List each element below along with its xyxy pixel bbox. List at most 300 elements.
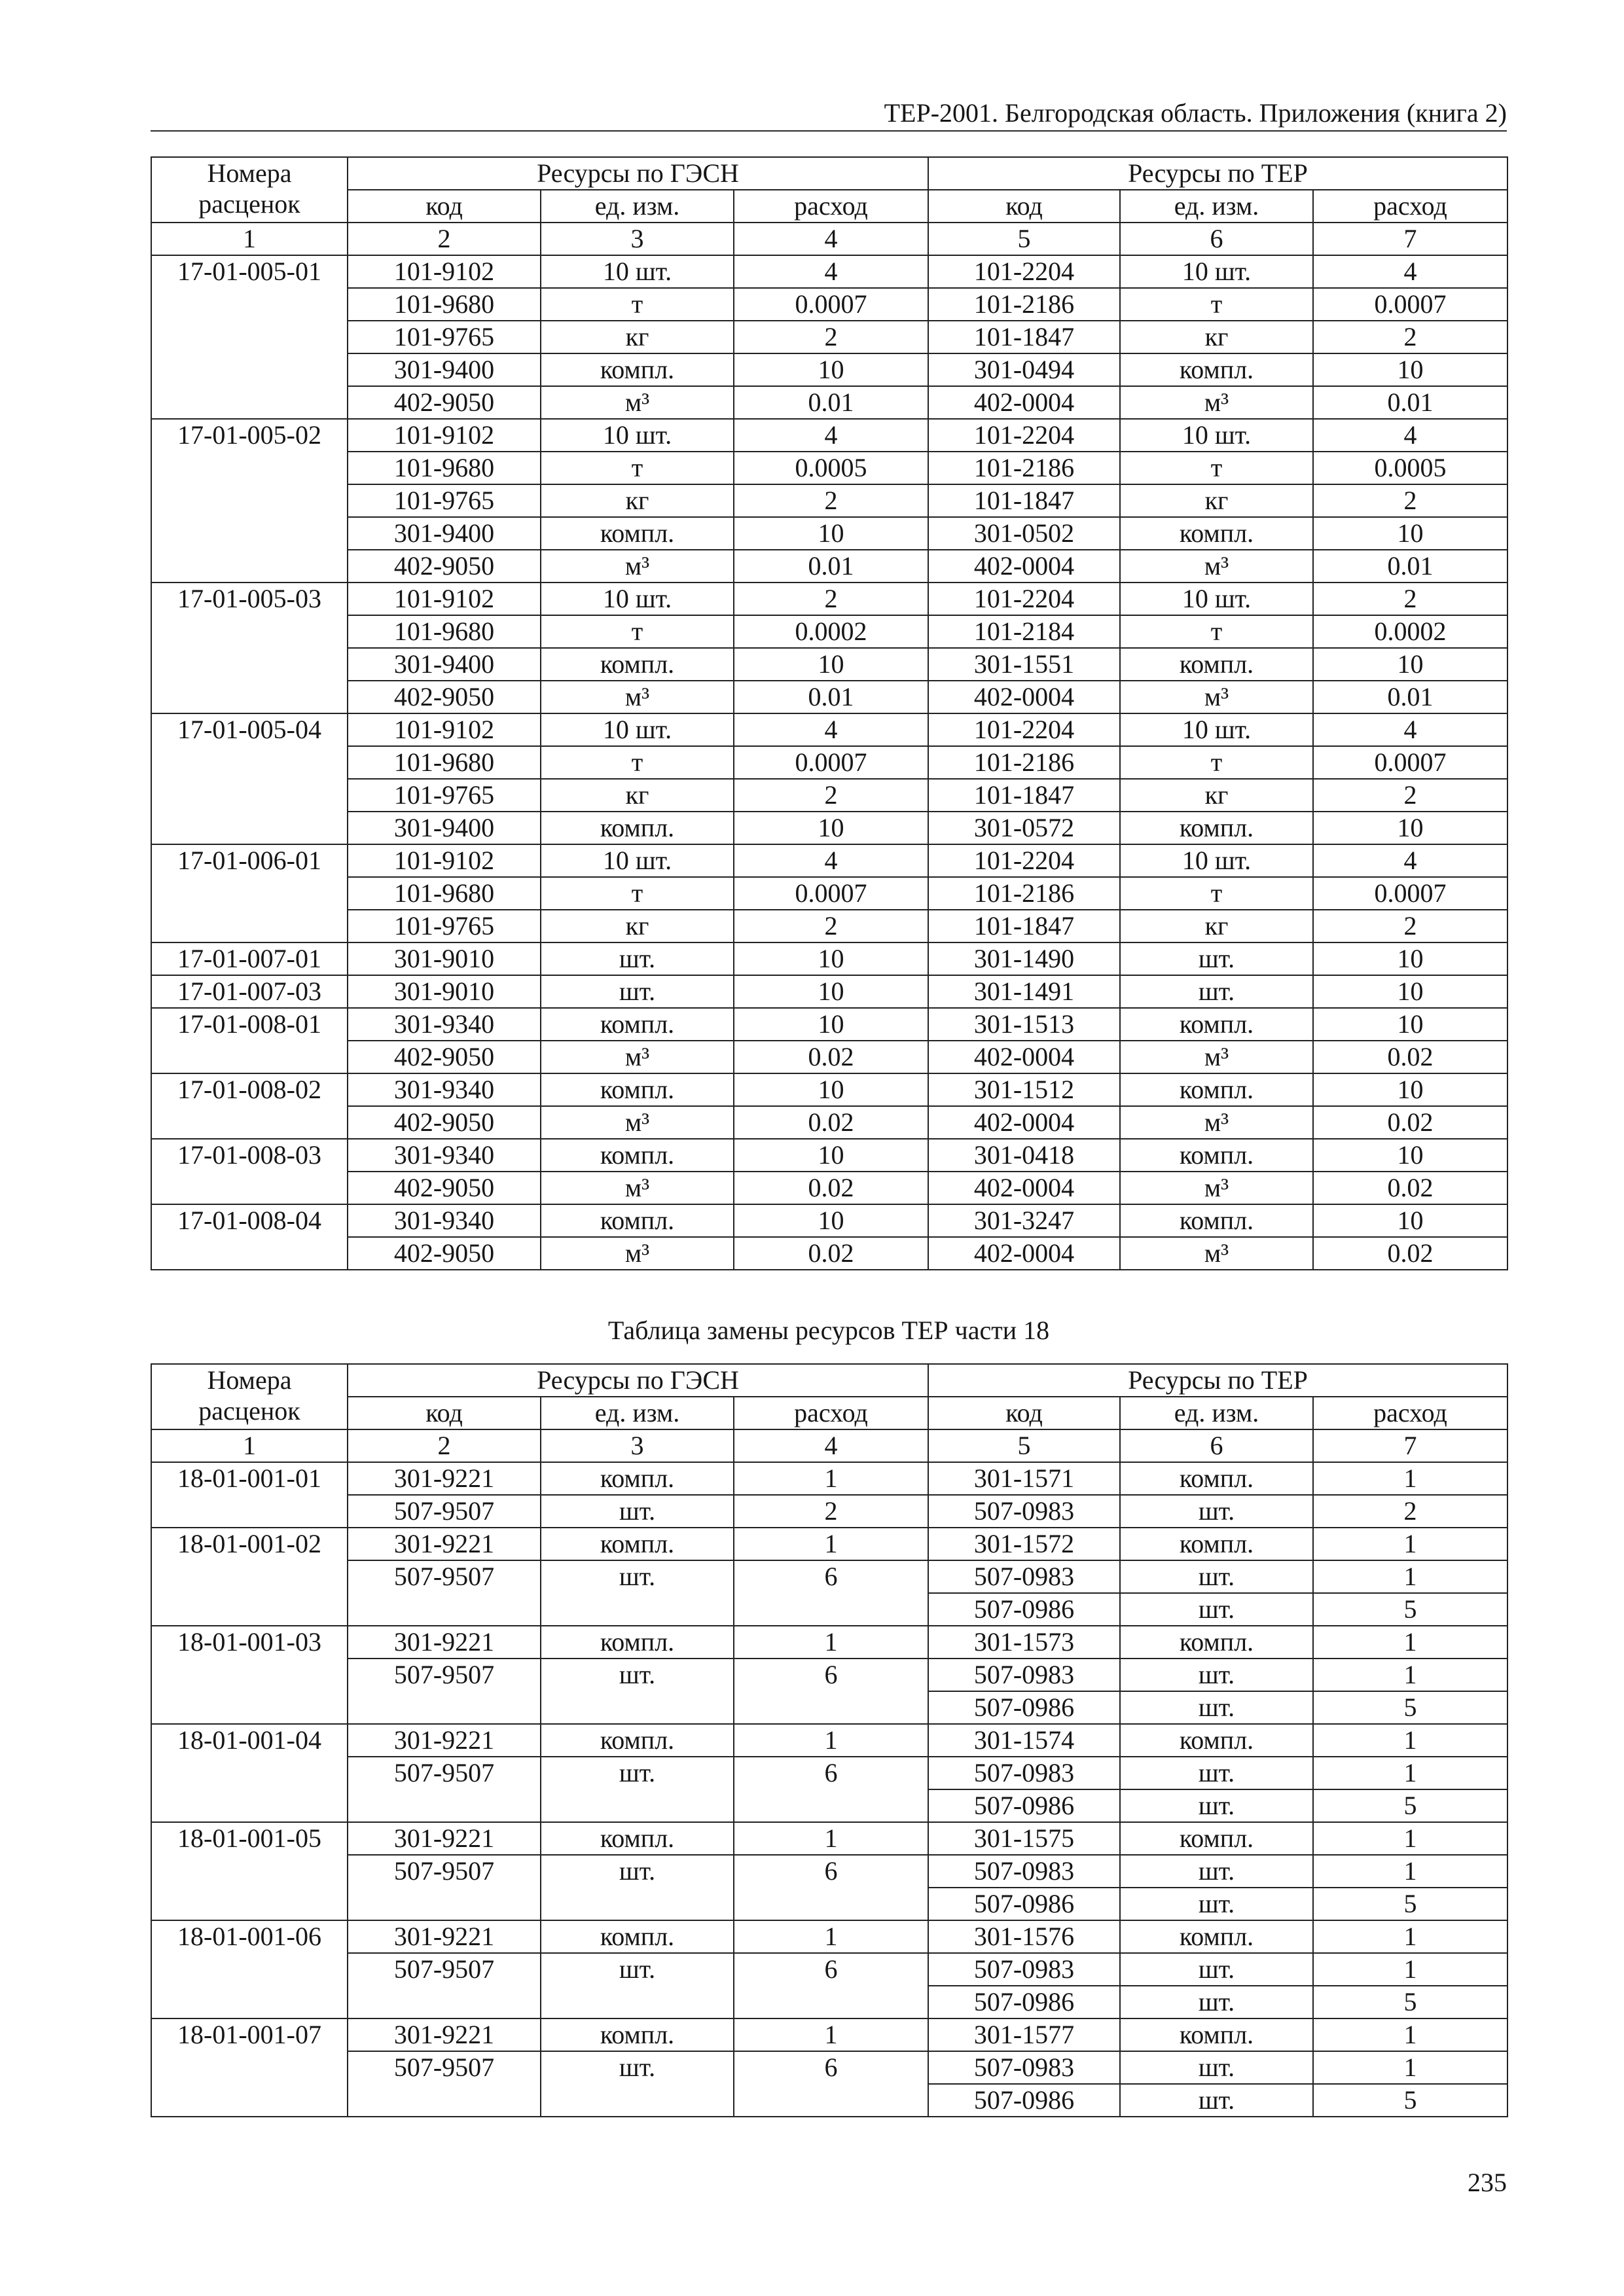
ter-unit-cell: т (1120, 746, 1313, 779)
gesn-unit-header: ед. изм. (541, 190, 734, 223)
table-body (151, 255, 1507, 1270)
rate-number-cell: 17-01-006-01 (151, 844, 348, 942)
ter-amount-cell: 1 (1313, 1953, 1507, 1986)
rate-number-cell: 17-01-008-01 (151, 1008, 348, 1073)
gesn-code-cell: 301-9010 (348, 975, 541, 1008)
ter-unit-cell: компл. (1120, 1462, 1313, 1495)
table-row (151, 550, 1507, 583)
ter-code-cell: 402-0004 (928, 1041, 1120, 1073)
ter-group-header: Ресурсы по ТЕР (928, 1364, 1507, 1397)
ter-code-cell: 101-2204 (928, 844, 1120, 877)
resource-table-part-18 (151, 1363, 1508, 2117)
ter-code-cell: 301-1572 (928, 1528, 1120, 1560)
ter-unit-cell: т (1120, 615, 1313, 648)
column-number: 1 (151, 223, 348, 255)
gesn-code-cell: 101-9102 (348, 844, 541, 877)
ter-code-cell: 402-0004 (928, 1237, 1120, 1270)
ter-unit-cell: компл. (1120, 1626, 1313, 1659)
table-row (151, 1560, 1507, 1593)
ter-amount-cell: 10 (1313, 648, 1507, 681)
ter-unit-cell: 10 шт. (1120, 583, 1313, 615)
ter-amount-cell: 1 (1313, 1626, 1507, 1659)
ter-amount-cell: 1 (1313, 1528, 1507, 1560)
gesn-unit-cell: компл. (541, 1724, 734, 1757)
table-row (151, 1139, 1507, 1172)
gesn-unit-cell: компл. (541, 353, 734, 386)
gesn-unit-cell: шт. (541, 2051, 734, 2117)
gesn-amount-cell: 2 (734, 484, 928, 517)
gesn-unit-cell: компл. (541, 1626, 734, 1659)
gesn-unit-cell: 10 шт. (541, 844, 734, 877)
ter-amount-cell: 0.0002 (1313, 615, 1507, 648)
gesn-code-cell: 402-9050 (348, 1172, 541, 1204)
table-row (151, 583, 1507, 615)
ter-amount-cell: 10 (1313, 1008, 1507, 1041)
ter-amount-cell: 0.0007 (1313, 746, 1507, 779)
ter-amount-cell: 10 (1313, 942, 1507, 975)
table-header (151, 1364, 1507, 1462)
gesn-unit-cell: м³ (541, 550, 734, 583)
gesn-amount-cell: 2 (734, 321, 928, 353)
ter-code-cell: 301-1573 (928, 1626, 1120, 1659)
column-number: 4 (734, 223, 928, 255)
ter-unit-cell: м³ (1120, 1041, 1313, 1073)
column-number: 6 (1120, 1429, 1313, 1462)
ter-unit-cell: 10 шт. (1120, 419, 1313, 452)
ter-amount-cell: 1 (1313, 1560, 1507, 1593)
column-number-row (151, 1429, 1507, 1462)
gesn-code-cell: 301-9400 (348, 517, 541, 550)
ter-unit-cell: шт. (1120, 1691, 1313, 1724)
ter-unit-cell: компл. (1120, 1139, 1313, 1172)
ter-amount-cell: 10 (1313, 1073, 1507, 1106)
ter-amount-cell: 1 (1313, 1462, 1507, 1495)
gesn-amount-cell: 4 (734, 255, 928, 288)
table-row (151, 452, 1507, 484)
table-row (151, 681, 1507, 713)
gesn-unit-cell: м³ (541, 1041, 734, 1073)
gesn-unit-cell: т (541, 615, 734, 648)
ter-unit-cell: компл. (1120, 353, 1313, 386)
ter-amount-cell: 0.02 (1313, 1106, 1507, 1139)
ter-unit-cell: т (1120, 288, 1313, 321)
ter-unit-cell: кг (1120, 321, 1313, 353)
column-number: 2 (348, 223, 541, 255)
gesn-unit-cell: компл. (541, 1528, 734, 1560)
table-row (151, 1822, 1507, 1855)
ter-group-header: Ресурсы по ТЕР (928, 157, 1507, 190)
gesn-unit-cell: шт. (541, 1560, 734, 1626)
gesn-code-cell: 402-9050 (348, 386, 541, 419)
ter-amount-cell: 2 (1313, 1495, 1507, 1528)
gesn-code-cell: 301-9010 (348, 942, 541, 975)
table-row (151, 288, 1507, 321)
ter-amount-cell: 4 (1313, 713, 1507, 746)
table-row (151, 1626, 1507, 1659)
gesn-code-cell: 101-9680 (348, 877, 541, 910)
gesn-amount-cell: 6 (734, 1659, 928, 1724)
rate-number-cell: 17-01-008-02 (151, 1073, 348, 1139)
ter-amount-cell: 5 (1313, 1593, 1507, 1626)
ter-code-cell: 301-1571 (928, 1462, 1120, 1495)
table-row (151, 2051, 1507, 2084)
gesn-unit-cell: компл. (541, 1920, 734, 1953)
ter-code-cell: 507-0983 (928, 1757, 1120, 1789)
gesn-code-cell: 507-9507 (348, 1953, 541, 2018)
ter-unit-cell: шт. (1120, 1560, 1313, 1593)
gesn-amount-cell: 10 (734, 517, 928, 550)
gesn-amount-header: расход (734, 1397, 928, 1429)
ter-code-cell: 301-1513 (928, 1008, 1120, 1041)
ter-unit-cell: компл. (1120, 1008, 1313, 1041)
gesn-amount-cell: 4 (734, 419, 928, 452)
header-row (151, 157, 1507, 190)
ter-amount-cell: 2 (1313, 779, 1507, 812)
gesn-amount-cell: 6 (734, 1560, 928, 1626)
rate-number-cell: 17-01-008-03 (151, 1139, 348, 1204)
gesn-code-cell: 402-9050 (348, 681, 541, 713)
ter-code-cell: 101-2204 (928, 713, 1120, 746)
ter-unit-cell: компл. (1120, 812, 1313, 844)
row-label-text: Номера расценок (198, 1365, 300, 1426)
ter-code-cell: 101-2186 (928, 746, 1120, 779)
gesn-amount-cell: 2 (734, 583, 928, 615)
gesn-amount-cell: 0.02 (734, 1237, 928, 1270)
gesn-code-cell: 507-9507 (348, 1659, 541, 1724)
gesn-unit-cell: шт. (541, 975, 734, 1008)
table-row (151, 1724, 1507, 1757)
rate-number-cell: 17-01-005-03 (151, 583, 348, 713)
gesn-unit-cell: шт. (541, 1855, 734, 1920)
ter-code-cell: 507-0986 (928, 1691, 1120, 1724)
ter-unit-cell: кг (1120, 779, 1313, 812)
ter-code-cell: 301-1576 (928, 1920, 1120, 1953)
gesn-code-cell: 301-9400 (348, 353, 541, 386)
gesn-code-header: код (348, 1397, 541, 1429)
gesn-unit-cell: кг (541, 321, 734, 353)
gesn-code-cell: 507-9507 (348, 1495, 541, 1528)
ter-amount-cell: 1 (1313, 2018, 1507, 2051)
ter-unit-cell: компл. (1120, 648, 1313, 681)
ter-amount-cell: 2 (1313, 321, 1507, 353)
table-row (151, 419, 1507, 452)
ter-unit-cell: м³ (1120, 1237, 1313, 1270)
gesn-code-cell: 507-9507 (348, 2051, 541, 2117)
ter-code-cell: 301-1551 (928, 648, 1120, 681)
gesn-code-cell: 101-9680 (348, 452, 541, 484)
ter-amount-cell: 4 (1313, 419, 1507, 452)
ter-amount-cell: 1 (1313, 1724, 1507, 1757)
rate-number-cell: 17-01-008-04 (151, 1204, 348, 1270)
gesn-code-cell: 101-9680 (348, 288, 541, 321)
gesn-unit-cell: 10 шт. (541, 583, 734, 615)
gesn-unit-cell: т (541, 877, 734, 910)
ter-code-cell: 301-1491 (928, 975, 1120, 1008)
gesn-unit-cell: м³ (541, 681, 734, 713)
ter-unit-cell: кг (1120, 910, 1313, 942)
ter-amount-cell: 10 (1313, 1204, 1507, 1237)
rate-number-cell: 17-01-005-04 (151, 713, 348, 844)
gesn-amount-cell: 6 (734, 1855, 928, 1920)
gesn-unit-cell: м³ (541, 1106, 734, 1139)
gesn-amount-cell: 4 (734, 713, 928, 746)
ter-amount-cell: 4 (1313, 844, 1507, 877)
ter-code-cell: 101-2184 (928, 615, 1120, 648)
table-caption: Таблица замены ресурсов ТЕР части 18 (607, 1316, 1050, 1345)
gesn-code-cell: 101-9765 (348, 321, 541, 353)
gesn-amount-cell: 10 (734, 942, 928, 975)
ter-unit-header: ед. изм. (1120, 1397, 1313, 1429)
gesn-code-cell: 301-9221 (348, 1920, 541, 1953)
ter-unit-cell: кг (1120, 484, 1313, 517)
rate-number-cell: 17-01-007-01 (151, 942, 348, 975)
gesn-code-cell: 101-9680 (348, 615, 541, 648)
column-number: 2 (348, 1429, 541, 1462)
running-header: ТЕР-2001. Белгородская область. Приложения (книга 2) (884, 98, 1507, 128)
ter-code-cell: 301-1574 (928, 1724, 1120, 1757)
gesn-amount-cell: 10 (734, 648, 928, 681)
ter-code-cell: 101-2186 (928, 452, 1120, 484)
ter-unit-cell: шт. (1120, 1888, 1313, 1920)
gesn-amount-cell: 1 (734, 2018, 928, 2051)
gesn-unit-cell: компл. (541, 1139, 734, 1172)
table-row (151, 779, 1507, 812)
ter-amount-cell: 1 (1313, 1757, 1507, 1789)
table-row (151, 321, 1507, 353)
gesn-amount-cell: 2 (734, 910, 928, 942)
gesn-unit-cell: шт. (541, 1757, 734, 1822)
ter-amount-cell: 2 (1313, 910, 1507, 942)
ter-amount-cell: 5 (1313, 1888, 1507, 1920)
gesn-unit-cell: м³ (541, 386, 734, 419)
ter-amount-cell: 1 (1313, 1659, 1507, 1691)
gesn-amount-cell: 0.02 (734, 1106, 928, 1139)
gesn-amount-cell: 0.01 (734, 386, 928, 419)
ter-unit-cell: м³ (1120, 1172, 1313, 1204)
gesn-unit-cell: шт. (541, 1659, 734, 1724)
ter-unit-cell: т (1120, 452, 1313, 484)
table-row (151, 1106, 1507, 1139)
gesn-unit-header: ед. изм. (541, 1397, 734, 1429)
table-row (151, 877, 1507, 910)
gesn-amount-cell: 0.0005 (734, 452, 928, 484)
rate-number-cell: 17-01-005-01 (151, 255, 348, 419)
ter-code-cell: 507-0986 (928, 1789, 1120, 1822)
ter-code-cell: 507-0983 (928, 1495, 1120, 1528)
table-body (151, 1462, 1507, 2117)
ter-code-cell: 301-1575 (928, 1822, 1120, 1855)
rate-number-cell: 18-01-001-02 (151, 1528, 348, 1626)
gesn-amount-cell: 1 (734, 1462, 928, 1495)
gesn-unit-cell: компл. (541, 1073, 734, 1106)
ter-amount-cell: 0.01 (1313, 681, 1507, 713)
ter-unit-cell: м³ (1120, 550, 1313, 583)
table-row (151, 746, 1507, 779)
gesn-amount-cell: 1 (734, 1528, 928, 1560)
gesn-code-cell: 101-9765 (348, 910, 541, 942)
ter-code-cell: 507-0986 (928, 1888, 1120, 1920)
ter-code-cell: 301-0494 (928, 353, 1120, 386)
gesn-unit-cell: т (541, 746, 734, 779)
ter-amount-cell: 0.0005 (1313, 452, 1507, 484)
gesn-unit-cell: компл. (541, 517, 734, 550)
table-row (151, 1008, 1507, 1041)
gesn-unit-cell: шт. (541, 942, 734, 975)
ter-unit-cell: шт. (1120, 2051, 1313, 2084)
ter-unit-cell: шт. (1120, 975, 1313, 1008)
header-rule (151, 130, 1507, 132)
ter-code-cell: 402-0004 (928, 681, 1120, 713)
ter-code-cell: 402-0004 (928, 1106, 1120, 1139)
ter-amount-header: расход (1313, 190, 1507, 223)
gesn-code-cell: 301-9221 (348, 1528, 541, 1560)
gesn-amount-cell: 0.01 (734, 550, 928, 583)
ter-amount-cell: 10 (1313, 517, 1507, 550)
gesn-amount-cell: 0.0007 (734, 877, 928, 910)
ter-code-cell: 101-2186 (928, 877, 1120, 910)
table-row (151, 615, 1507, 648)
subheader-row (151, 190, 1507, 223)
gesn-amount-cell: 2 (734, 779, 928, 812)
ter-amount-cell: 1 (1313, 1822, 1507, 1855)
column-number: 4 (734, 1429, 928, 1462)
gesn-amount-cell: 10 (734, 975, 928, 1008)
table-row (151, 910, 1507, 942)
ter-code-cell: 301-0418 (928, 1139, 1120, 1172)
rate-number-cell: 18-01-001-05 (151, 1822, 348, 1920)
ter-amount-cell: 0.0007 (1313, 877, 1507, 910)
gesn-amount-cell: 10 (734, 1139, 928, 1172)
table-row (151, 1495, 1507, 1528)
gesn-unit-cell: компл. (541, 1204, 734, 1237)
row-label-text: Номера расценок (198, 158, 300, 219)
ter-unit-cell: шт. (1120, 942, 1313, 975)
ter-amount-cell: 0.02 (1313, 1237, 1507, 1270)
gesn-code-cell: 507-9507 (348, 1560, 541, 1626)
gesn-amount-cell: 0.0007 (734, 288, 928, 321)
gesn-unit-cell: компл. (541, 812, 734, 844)
table-row (151, 1855, 1507, 1888)
ter-unit-cell: 10 шт. (1120, 844, 1313, 877)
ter-unit-header: ед. изм. (1120, 190, 1313, 223)
ter-code-cell: 402-0004 (928, 1172, 1120, 1204)
table-row (151, 1041, 1507, 1073)
ter-unit-cell: компл. (1120, 1528, 1313, 1560)
ter-code-cell: 301-0502 (928, 517, 1120, 550)
gesn-amount-cell: 0.0002 (734, 615, 928, 648)
gesn-unit-cell: шт. (541, 1953, 734, 2018)
gesn-code-cell: 101-9765 (348, 779, 541, 812)
rate-number-cell: 18-01-001-03 (151, 1626, 348, 1724)
gesn-amount-cell: 10 (734, 1008, 928, 1041)
gesn-amount-cell: 10 (734, 353, 928, 386)
gesn-unit-cell: компл. (541, 1822, 734, 1855)
ter-code-cell: 101-2204 (928, 255, 1120, 288)
gesn-amount-cell: 2 (734, 1495, 928, 1528)
ter-amount-cell: 0.02 (1313, 1172, 1507, 1204)
ter-code-cell: 402-0004 (928, 386, 1120, 419)
ter-amount-cell: 0.01 (1313, 386, 1507, 419)
ter-unit-cell: шт. (1120, 1593, 1313, 1626)
ter-unit-cell: компл. (1120, 1724, 1313, 1757)
ter-code-cell: 301-0572 (928, 812, 1120, 844)
gesn-code-cell: 101-9102 (348, 713, 541, 746)
gesn-unit-cell: 10 шт. (541, 713, 734, 746)
gesn-code-cell: 101-9102 (348, 255, 541, 288)
ter-amount-cell: 4 (1313, 255, 1507, 288)
ter-code-cell: 507-0986 (928, 1986, 1120, 2018)
column-number: 5 (928, 223, 1120, 255)
table-row (151, 1073, 1507, 1106)
gesn-code-cell: 301-9400 (348, 812, 541, 844)
gesn-amount-cell: 1 (734, 1724, 928, 1757)
ter-amount-cell: 1 (1313, 2051, 1507, 2084)
ter-amount-cell: 10 (1313, 812, 1507, 844)
gesn-amount-cell: 4 (734, 844, 928, 877)
gesn-code-cell: 301-9340 (348, 1073, 541, 1106)
table-row (151, 1920, 1507, 1953)
ter-unit-cell: компл. (1120, 517, 1313, 550)
ter-unit-cell: м³ (1120, 1106, 1313, 1139)
gesn-code-header: код (348, 190, 541, 223)
gesn-amount-header: расход (734, 190, 928, 223)
gesn-unit-cell: кг (541, 910, 734, 942)
table-row (151, 713, 1507, 746)
ter-amount-cell: 2 (1313, 583, 1507, 615)
ter-unit-cell: шт. (1120, 1986, 1313, 2018)
ter-unit-cell: шт. (1120, 1855, 1313, 1888)
gesn-code-cell: 507-9507 (348, 1757, 541, 1822)
ter-amount-cell: 10 (1313, 1139, 1507, 1172)
gesn-group-header: Ресурсы по ГЭСН (348, 1364, 928, 1397)
gesn-code-cell: 301-9221 (348, 1822, 541, 1855)
table-row (151, 1172, 1507, 1204)
ter-unit-cell: м³ (1120, 681, 1313, 713)
table-row (151, 1659, 1507, 1691)
rate-number-cell: 17-01-007-03 (151, 975, 348, 1008)
row-label-header (151, 1364, 348, 1429)
gesn-group-header: Ресурсы по ГЭСН (348, 157, 928, 190)
ter-code-cell: 507-0983 (928, 1659, 1120, 1691)
gesn-amount-cell: 1 (734, 1920, 928, 1953)
gesn-code-cell: 101-9102 (348, 419, 541, 452)
gesn-amount-cell: 10 (734, 1073, 928, 1106)
ter-amount-cell: 0.0007 (1313, 288, 1507, 321)
gesn-amount-cell: 0.0007 (734, 746, 928, 779)
gesn-code-cell: 402-9050 (348, 1041, 541, 1073)
gesn-unit-cell: кг (541, 779, 734, 812)
gesn-amount-cell: 0.02 (734, 1172, 928, 1204)
ter-code-cell: 507-0986 (928, 2084, 1120, 2117)
gesn-unit-cell: компл. (541, 1008, 734, 1041)
table-row (151, 942, 1507, 975)
ter-amount-cell: 10 (1313, 975, 1507, 1008)
ter-unit-cell: т (1120, 877, 1313, 910)
ter-amount-cell: 10 (1313, 353, 1507, 386)
rate-number-cell: 17-01-005-02 (151, 419, 348, 583)
gesn-amount-cell: 1 (734, 1822, 928, 1855)
ter-code-cell: 507-0983 (928, 1855, 1120, 1888)
gesn-unit-cell: м³ (541, 1172, 734, 1204)
ter-unit-cell: 10 шт. (1120, 255, 1313, 288)
table-row (151, 2018, 1507, 2051)
column-number-row (151, 223, 1507, 255)
ter-amount-cell: 0.01 (1313, 550, 1507, 583)
ter-amount-cell: 5 (1313, 1986, 1507, 2018)
table-row (151, 812, 1507, 844)
ter-amount-cell: 5 (1313, 1789, 1507, 1822)
table-row (151, 1204, 1507, 1237)
